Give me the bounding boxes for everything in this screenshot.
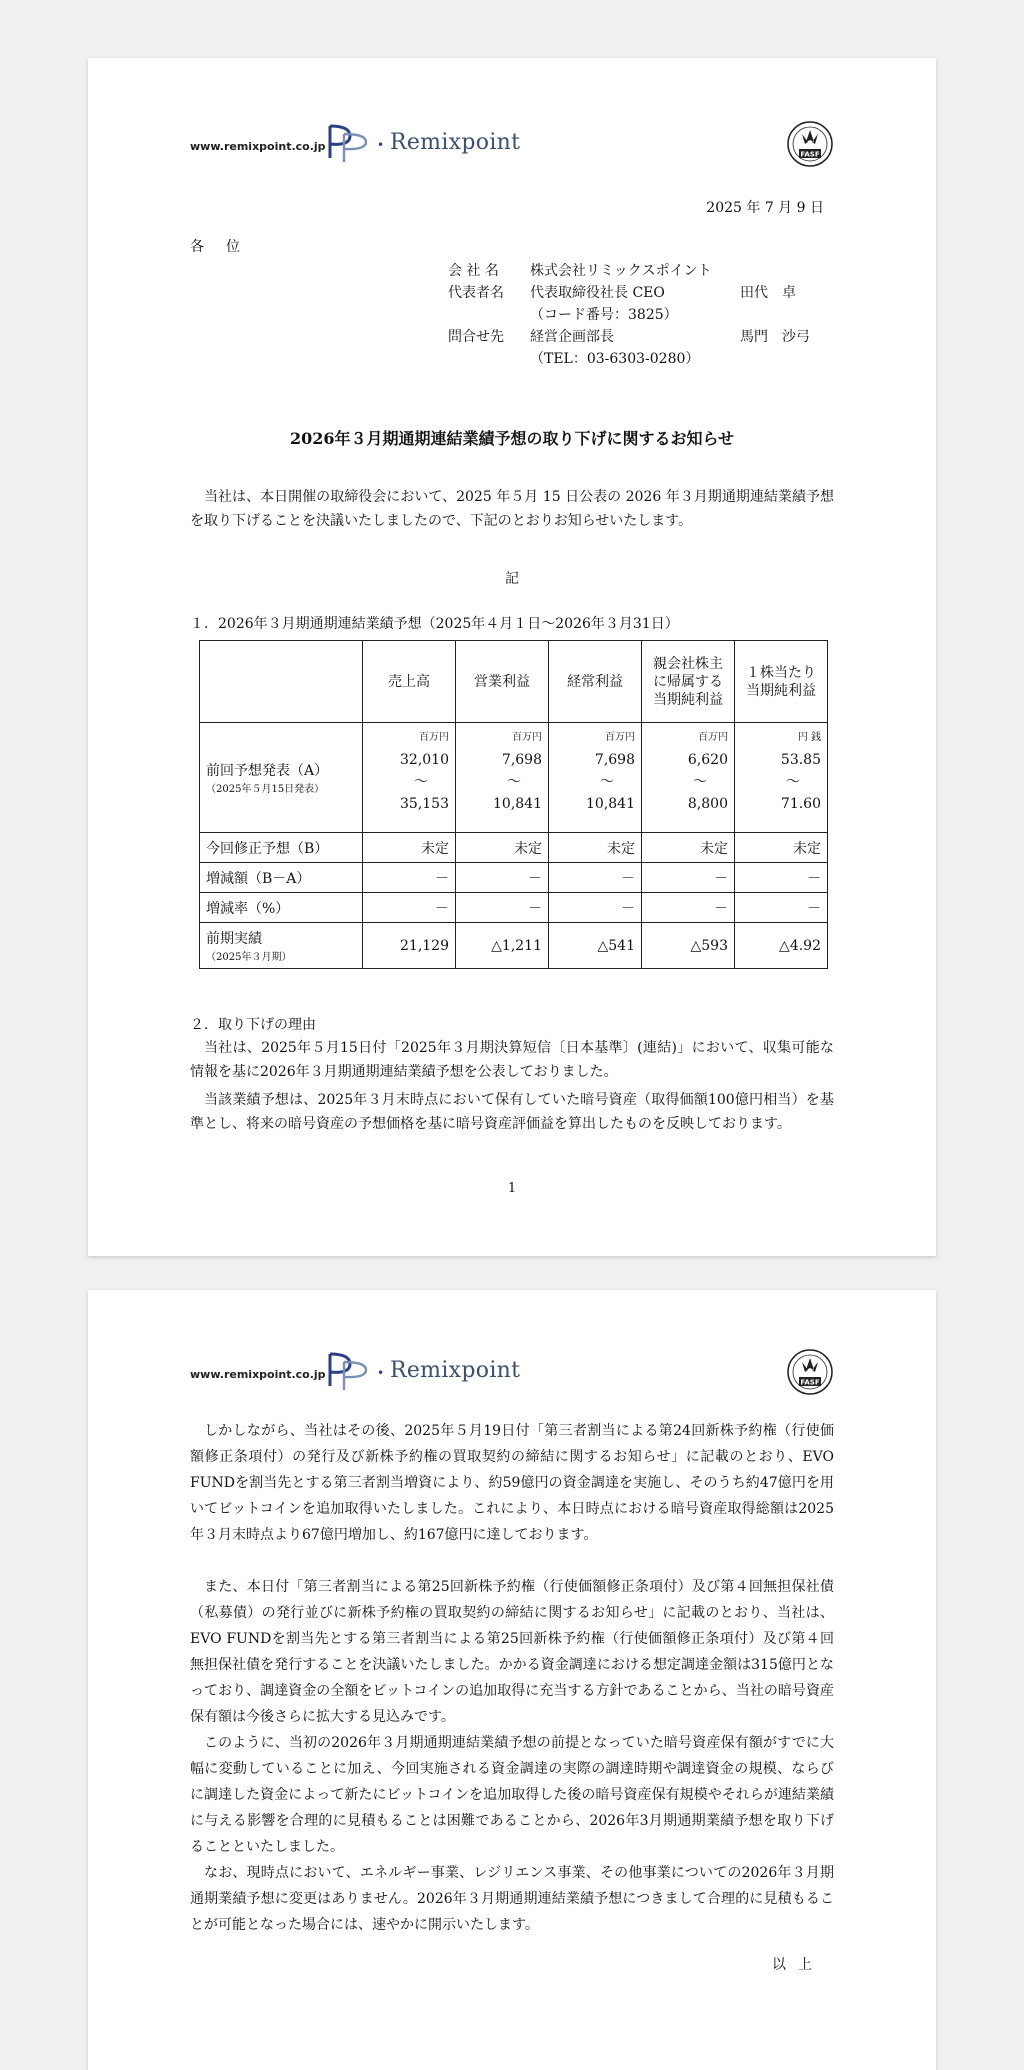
company-info-row: 代表者名 代表取締役社長 CEO 田代 卓	[448, 285, 796, 301]
table-cell: △593	[642, 923, 735, 969]
logo-dot: •	[377, 1366, 385, 1380]
table-cell: 百万円 32,010 〜 35,153	[363, 723, 456, 833]
table-cell: △4.92	[735, 923, 828, 969]
brand-name: Remixpoint	[390, 130, 521, 155]
company-info-row: 会 社 名 株式会社リミックスポイント	[448, 263, 712, 279]
table-cell: －	[735, 863, 828, 893]
row-label: 増減率（%）	[200, 893, 363, 923]
table-cell: 円 銭 53.85 〜 71.60	[735, 723, 828, 833]
reason-paragraph-1: 当社は、2025年５月15日付「2025年３月期決算短信〔日本基準〕(連結)」において、収集可能な情報を基に2026年３月期通期連結業績予想を公表しておりました。	[190, 1040, 834, 1080]
table-cell: 百万円 6,620 〜 8,800	[642, 723, 735, 833]
letterhead	[190, 1348, 834, 1398]
company-info-row: 問合せ先 経営企画部長 馬門 沙弓	[448, 329, 810, 345]
table-cell: －	[456, 893, 549, 923]
table-cell: 未定	[363, 833, 456, 863]
document-title: 2026年３月期通期連結業績予想の取り下げに関するお知らせ	[289, 429, 735, 448]
table-cell: －	[549, 863, 642, 893]
table-row	[200, 863, 828, 893]
table-cell: －	[642, 863, 735, 893]
rp-logo-mark	[324, 120, 376, 164]
rp-logo-icon	[324, 1348, 376, 1392]
table-cell: －	[642, 893, 735, 923]
table-cell: 百万円 7,698 〜 10,841	[549, 723, 642, 833]
table-row-actual	[200, 923, 828, 969]
table-cell: 未定	[456, 833, 549, 863]
fasf-seal-icon	[786, 1348, 834, 1400]
table-cell: 百万円 7,698 〜 10,841	[456, 723, 549, 833]
body-paragraph-2: また、本日付「第三者割当による第25回新株予約権（行使価額修正条項付）及び第４回無担保社債（私募債）の発行並びに新株予約権の買取契約の締結に関するお知らせ」に記載のとおり、当社は、EVO FUNDを割当先とする第三者割当による第25回新株予約権（行使価額修正条項付）及び第４回無担保社債を発行することを決議いたしました。かかる資金調達における想定調達金額は315億円となっており、調達資金の全額をビットコインの追加取得に充当する方針であることから、当社の暗号資産保有額は今後さらに拡大する見込みです。	[190, 1579, 834, 1725]
table-cell: －	[735, 893, 828, 923]
table-header-cell: 経常利益	[549, 641, 642, 723]
ki-marker: 記	[505, 571, 519, 587]
document-date: 2025 年 7 月 9 日	[706, 200, 824, 216]
table-row	[200, 833, 828, 863]
rp-logo-mark	[324, 1348, 376, 1392]
table-cell: 21,129	[363, 923, 456, 969]
table-cell: －	[363, 863, 456, 893]
company-info-row: （TEL：03-6303-0280）	[530, 351, 700, 367]
table-header-cell: 親会社株主に帰属する当期純利益	[642, 641, 735, 723]
closing-mark: 以上	[772, 1957, 824, 1973]
section-1-heading: １．2026年３月期通期連結業績予想（2025年４月１日～2026年３月31日）	[190, 616, 679, 632]
brand-name: Remixpoint	[390, 1358, 521, 1383]
table-header-cell: 営業利益	[456, 641, 549, 723]
table-cell: △541	[549, 923, 642, 969]
website-url: www.remixpoint.co.jp	[190, 1368, 326, 1381]
body-paragraph-4: なお、現時点において、エネルギー事業、レジリエンス事業、その他事業についての2026年３月期通期業績予想に変更はありません。2026年３月期通期連結業績予想につきまして合理的に見積もることが可能となった場合には、速やかに開示いたします。	[190, 1865, 834, 1933]
table-cell: －	[456, 863, 549, 893]
table-corner-cell	[200, 641, 363, 723]
svg-text:FASF: FASF	[800, 1378, 820, 1387]
company-info-row: （コード番号：3825）	[530, 307, 678, 323]
row-label: 今回修正予想（B）	[200, 833, 363, 863]
row-label: 増減額（B－A）	[200, 863, 363, 893]
svg-text:FASF: FASF	[800, 150, 820, 159]
table-cell: －	[363, 893, 456, 923]
fasf-seal-icon	[786, 120, 834, 172]
page-number: 1	[507, 1181, 517, 1196]
row-label: 前期実績 （2025年３月期）	[200, 923, 363, 969]
table-cell: 未定	[735, 833, 828, 863]
body-paragraph-1: しかしながら、当社はその後、2025年５月19日付「第三者割当による第24回新株予約権（行使価額修正条項付）の発行及び新株予約権の買取契約の締結に関するお知らせ」に記載のとおり、EVO FUNDを割当先とする第三者割当増資により、約59億円の資金調達を実施し、そのうち約47億円を用いてビットコインを追加取得いたしました。これにより、本日時点における暗号資産取得総額は2025年３月末時点より67億円増加し、約167億円に達しております。	[190, 1423, 834, 1543]
table-row	[200, 893, 828, 923]
reason-paragraph-2: 当該業績予想は、2025年３月末時点において保有していた暗号資産（取得価額100億円相当）を基準とし、将来の暗号資産の予想価格を基に暗号資産評価益を算出したものを反映しております。	[190, 1092, 834, 1132]
document-page-1	[88, 58, 936, 1256]
rp-logo-icon	[324, 120, 376, 164]
intro-paragraph: 当社は、本日開催の取締役会において、2025 年５月 15 日公表の 2026 年３月期通期連結業績予想を取り下げることを決議いたしましたので、下記のとおりお知らせいたします。	[190, 489, 834, 529]
company-info-block	[448, 260, 834, 370]
forecast-table	[199, 640, 828, 969]
document-page-2	[88, 1290, 936, 2070]
table-row-previous	[200, 723, 828, 833]
letterhead	[190, 120, 834, 170]
row-label: 前回予想発表（A） （2025年５月15日発表）	[200, 723, 363, 833]
website-url: www.remixpoint.co.jp	[190, 140, 326, 153]
addressee: 各位	[190, 239, 262, 255]
table-header-cell: １株当たり当期純利益	[735, 641, 828, 723]
table-header-cell: 売上高	[363, 641, 456, 723]
table-cell: 未定	[549, 833, 642, 863]
section-2-heading: ２．取り下げの理由	[190, 1017, 316, 1033]
table-cell: 未定	[642, 833, 735, 863]
table-cell: △1,211	[456, 923, 549, 969]
body-paragraph-3: このように、当初の2026年３月期通期連結業績予想の前提となっていた暗号資産保有額がすでに大幅に変動していることに加え、今回実施される資金調達の実際の調達時期や調達資金の規模、ならびに調達した資金によって新たにビットコインを追加取得した後の暗号資産保有規模やそれらが連結業績に与える影響を合理的に見積もることは困難であることから、2026年3月期通期業績予想を取り下げることといたしました。	[190, 1735, 834, 1855]
logo-dot: •	[377, 138, 385, 152]
table-header-row	[200, 641, 828, 723]
table-cell: －	[549, 893, 642, 923]
